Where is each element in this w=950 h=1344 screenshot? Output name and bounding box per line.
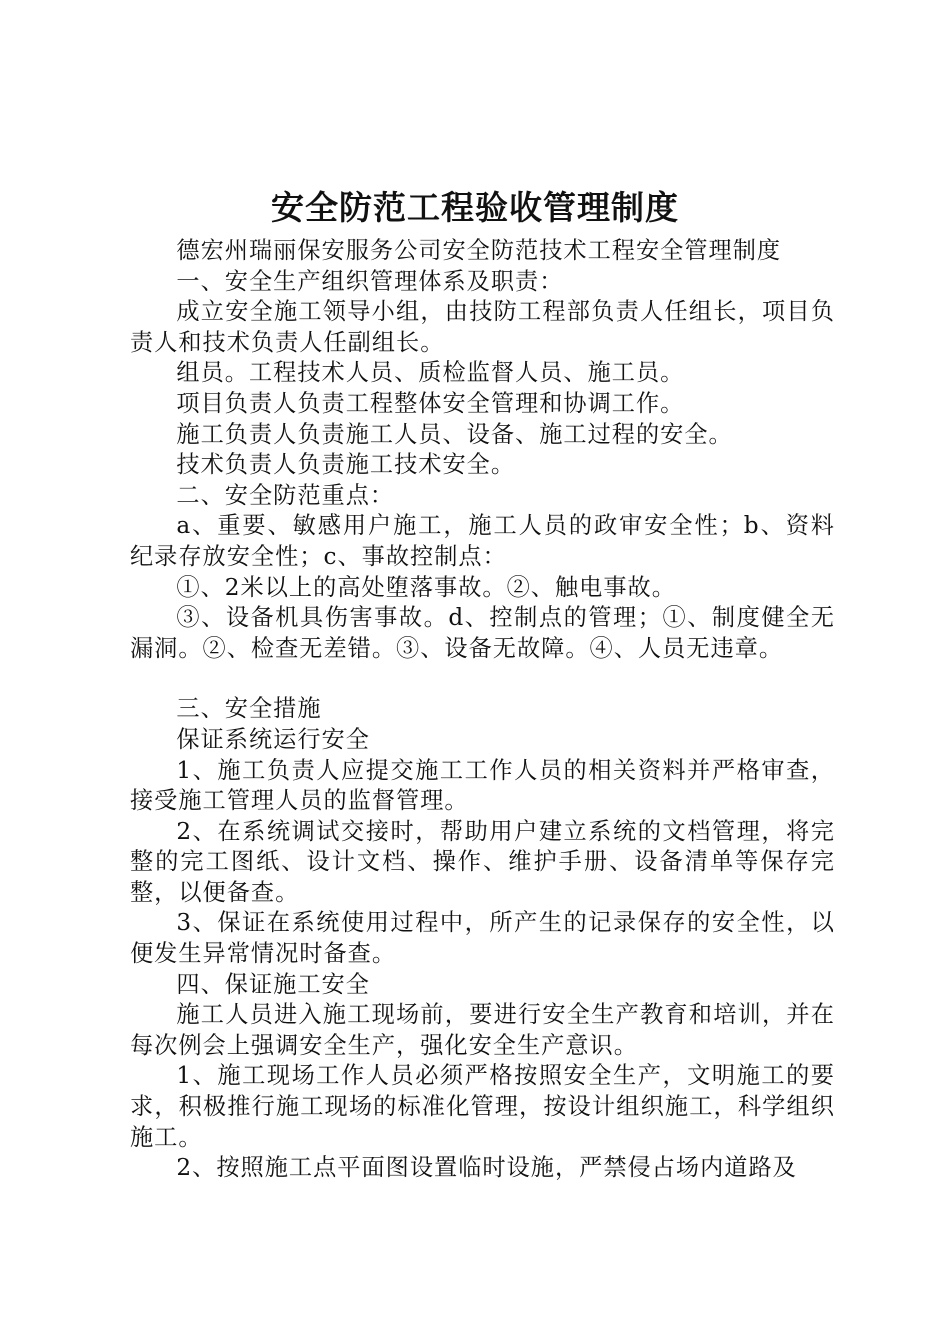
paragraph: 施工人员进入施工现场前，要进行安全生产教育和培训，并在每次例会上强调安全生产，强化安全生产意识。 (130, 1001, 835, 1059)
paragraph: 施工负责人负责施工人员、设备、施工过程的安全。 (176, 420, 733, 448)
paragraph: 项目负责人负责工程整体安全管理和协调工作。 (176, 389, 685, 417)
paragraph: 1、施工现场工作人员必须严格按照安全生产，文明施工的要求，积极推行施工现场的标准化管理，按设计组织施工，科学组织施工。 (130, 1062, 835, 1151)
paragraph-subtitle: 德宏州瑞丽保安服务公司安全防范技术工程安全管理制度 (176, 237, 782, 264)
section-heading-2: 二、安全防范重点： (176, 481, 395, 509)
document-title: 安全防范工程验收管理制度 (271, 188, 679, 227)
section-heading-4: 四、保证施工安全 (176, 970, 370, 998)
paragraph: 1、施工负责人应提交施工工作人员的相关资料并严格审查，接受施工管理人员的监督管理。 (130, 756, 835, 815)
paragraph: 成立安全施工领导小组，由技防工程部负责人任组长，项目负责人和技术负责人任副组长。 (130, 298, 835, 356)
section-heading-3: 三、安全措施 (176, 695, 322, 723)
paragraph: 技术负责人负责施工技术安全。 (176, 451, 516, 479)
document-body (130, 236, 835, 1184)
paragraph: ③、设备机具伤害事故。d、控制点的管理；①、制度健全无漏洞。②、检查无差错。③、设备无故障。④、人员无违章。 (130, 604, 835, 662)
paragraph: 2、按照施工点平面图设置临时设施，严禁侵占场内道路及 (176, 1154, 797, 1182)
paragraph: a、重要、敏感用户施工，施工人员的政审安全性；b、资料纪录存放安全性；c、事故控制点： (130, 512, 835, 570)
section-heading-1: 一、安全生产组织管理体系及职责： (176, 267, 564, 295)
paragraph: 2、在系统调试交接时，帮助用户建立系统的文档管理，将完整的完工图纸、设计文档、操作、维护手册、设备清单等保存完整，以便备查。 (130, 817, 835, 906)
paragraph: ①、2米以上的高处堕落事故。②、触电事故。 (176, 573, 676, 601)
paragraph: 保证系统运行安全 (176, 725, 370, 753)
paragraph: 组员。工程技术人员、质检监督人员、施工员。 (176, 359, 685, 387)
paragraph: 3、保证在系统使用过程中，所产生的记录保存的安全性，以便发生异常情况时备查。 (130, 909, 835, 968)
